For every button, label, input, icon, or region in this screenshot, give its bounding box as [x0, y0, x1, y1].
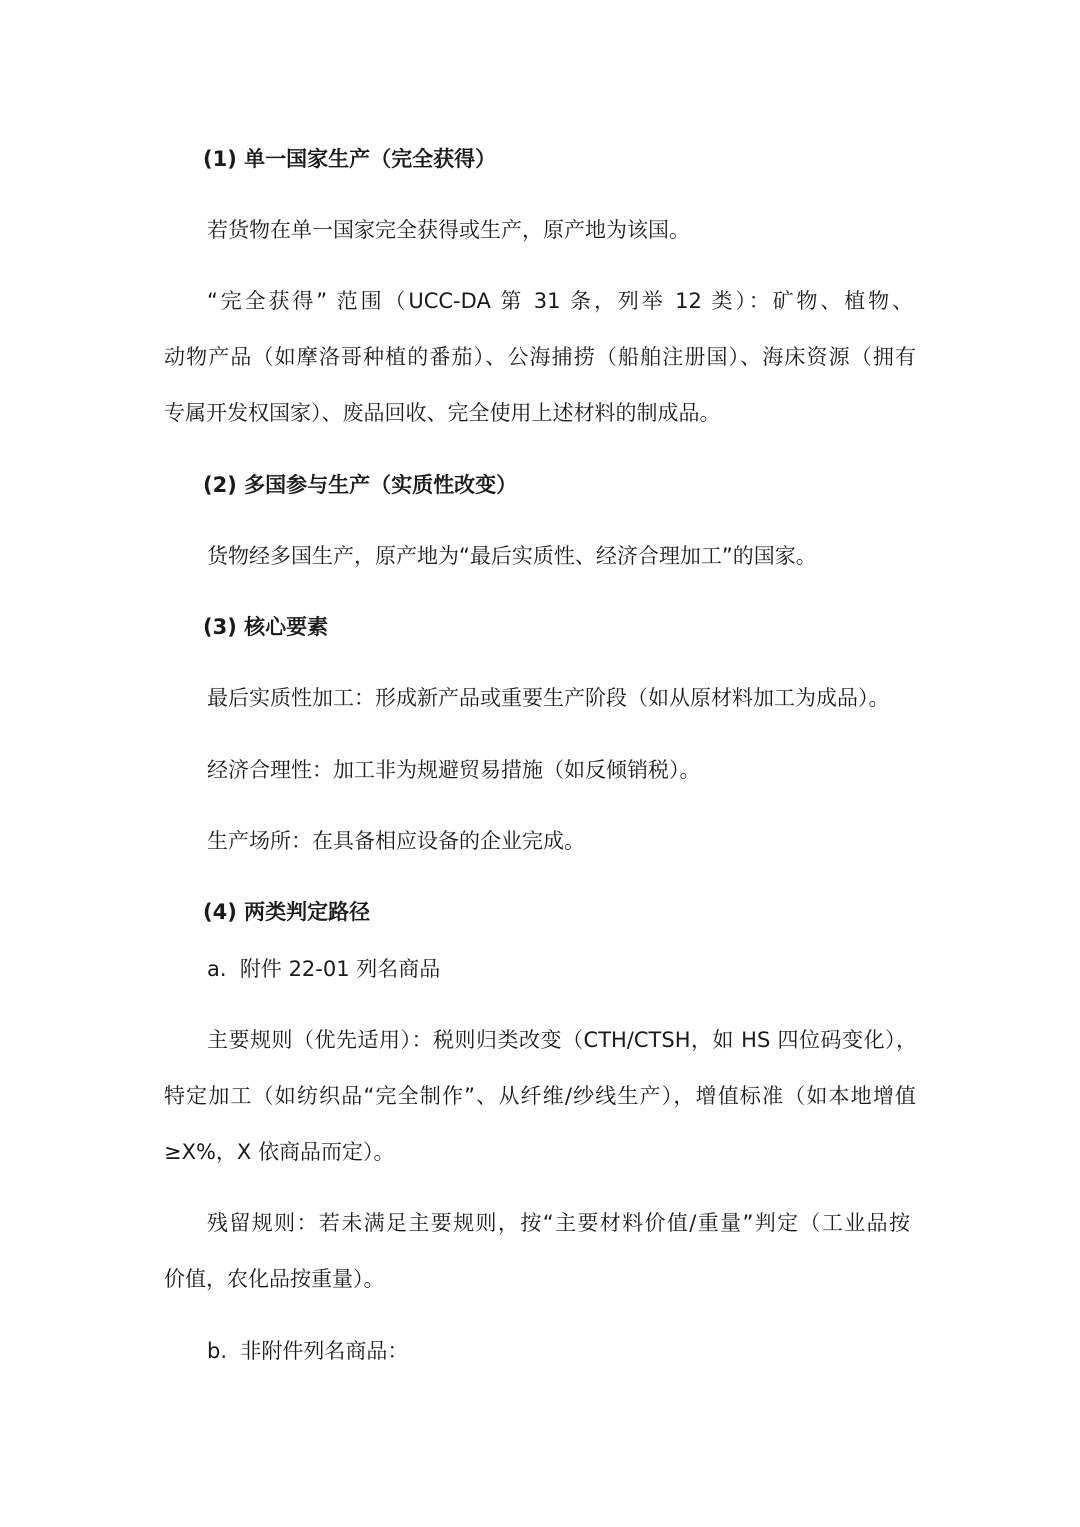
section-1-paragraph: 若货物在单一国家完全获得或生产，原产地为该国。 — [207, 218, 690, 242]
section-4-path-a-label: a. 附件 22-01 列名商品 — [207, 957, 441, 981]
section-4-path-b-label: b. 非附件列名商品： — [207, 1339, 409, 1363]
section-1-heading: (1) 单一国家生产（完全获得） — [203, 147, 497, 171]
section-2-heading: (2) 多国参与生产（实质性改变） — [203, 473, 518, 497]
section-4-path-a-main-rule-line-1: 主要规则（优先适用）：税则归类改变（CTH/CTSH，如 HS 四位码变化）， — [207, 1028, 917, 1052]
section-4-path-a-main-rule-line-3: ≥X%，X 依商品而定）。 — [164, 1140, 395, 1164]
section-1-scope-line-3: 专属开发权国家）、废品回收、完全使用上述材料的制成品。 — [164, 401, 721, 425]
section-1-scope-line-2: 动物产品（如摩洛哥种植的番茄）、公海捕捞（船舶注册国）、海床资源（拥有 — [164, 345, 916, 369]
section-4-path-a-residual-rule-line-2: 价值，农化品按重量）。 — [164, 1267, 385, 1291]
section-1-scope-line-1: “完全获得” 范围（UCC-DA 第 31 条，列举 12 类）：矿物、植物、 — [207, 289, 913, 313]
section-4-heading: (4) 两类判定路径 — [203, 900, 371, 924]
section-3-heading: (3) 核心要素 — [203, 615, 329, 639]
section-2-paragraph: 货物经多国生产，原产地为“最后实质性、经济合理加工”的国家。 — [207, 544, 817, 568]
section-3-item-premises: 生产场所：在具备相应设备的企业完成。 — [207, 829, 585, 853]
section-3-item-economic: 经济合理性：加工非为规避贸易措施（如反倾销税）。 — [207, 758, 701, 782]
section-4-path-a-residual-rule-line-1: 残留规则：若未满足主要规则，按“主要材料价值/重量”判定（工业品按 — [207, 1211, 910, 1235]
section-4-path-a-main-rule-line-2: 特定加工（如纺织品“完全制作”、从纤维/纱线生产），增值标准（如本地增值 — [164, 1084, 916, 1108]
section-3-item-processing: 最后实质性加工：形成新产品或重要生产阶段（如从原材料加工为成品）。 — [207, 686, 890, 710]
